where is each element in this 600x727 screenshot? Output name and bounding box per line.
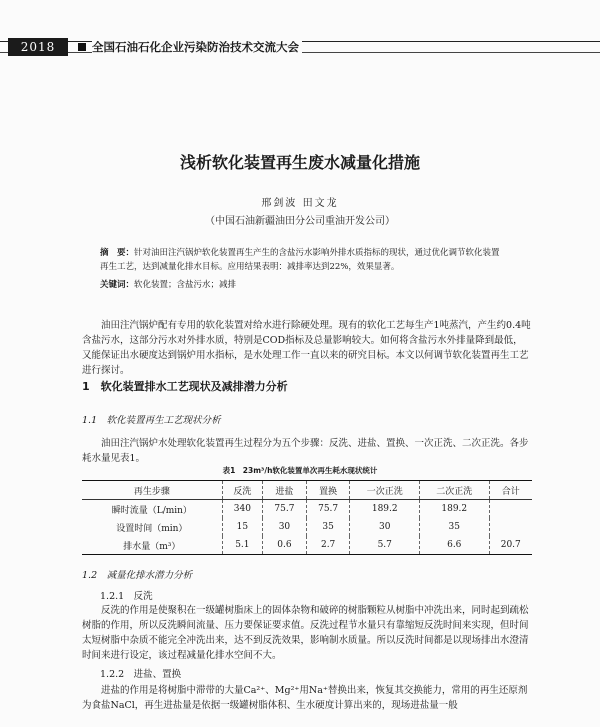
table-cell: 瞬时流量（L/min） — [82, 500, 222, 519]
table-row — [82, 518, 532, 536]
table-cell: 设置时间（min） — [82, 518, 222, 536]
table-header-cell: 一次正洗 — [350, 481, 420, 500]
abstract-label: 摘 要： — [100, 248, 135, 258]
table-header-cell: 合计 — [501, 486, 520, 497]
table-cell: 35 — [306, 518, 350, 536]
table-cell: 排水量（m³） — [82, 536, 222, 555]
paper-authors: 邢剑波 田文龙 — [261, 198, 339, 209]
table-row — [82, 536, 532, 555]
running-header — [0, 38, 600, 56]
section-heading-1: 1 软化装置排水工艺现状及减排潜力分析 — [82, 380, 288, 393]
keywords — [100, 278, 500, 292]
table-cell: 30 — [263, 518, 307, 536]
table-header-row — [82, 481, 532, 500]
table-header-cell: 反洗 — [222, 481, 262, 500]
table-cell: 30 — [350, 518, 420, 536]
table-cell: 35 — [420, 518, 490, 536]
table-cell: 6.6 — [420, 536, 490, 555]
keywords-label: 关键词： — [100, 280, 135, 290]
table-cell: 75.7 — [263, 500, 307, 519]
header-conference: 全国石油石化企业污染防治技术交流大会 — [92, 39, 302, 55]
table-cell: 189.2 — [420, 500, 490, 519]
table-row — [82, 500, 532, 519]
paragraph-1-2-2: 进盐的作用是将树脂中滞带的大量Ca²⁺、Mg²⁺用Na⁺替换出来，恢复其交换能力，常用的再生还原剂为食盐NaCl，再生进盐量是依据一级罐树脂体积、生水硬度计算出来的，现场进盐量一般 — [82, 685, 528, 711]
table-header-cell: 进盐 — [263, 481, 307, 500]
table-header-cell: 再生步骤 — [82, 481, 222, 500]
table-header-cell: 置换 — [306, 481, 350, 500]
intro-paragraph: 油田注汽锅炉配有专用的软化装置对给水进行除硬处理。现有的软化工艺每生产1吨蒸汽，产生约0.4吨含盐污水，这部分污水对外排水质，特别是COD指标及总量影响较大。如何将含盐污水外排量降到最低，又能保证出水硬度达到锅炉用水指标，是水处理工作一直以来的研究目标。本文以何调节软化装置再生工艺进行探讨。 — [82, 320, 531, 376]
table-cell: 15 — [222, 518, 262, 536]
table-cell: 20.7 — [500, 540, 521, 550]
table-cell: 5.7 — [350, 536, 420, 555]
table-cell: 340 — [222, 500, 262, 519]
subsubsection-heading-1-2-2: 1.2.2 进盐、置换 — [100, 669, 182, 680]
paper-affiliation: （中国石油新疆油田分公司重油开发公司） — [205, 216, 395, 227]
abstract — [100, 246, 500, 274]
table-cell: 5.1 — [222, 536, 262, 555]
square-bullet-icon — [78, 43, 86, 51]
paragraph-1-1: 油田注汽锅炉水处理软化装置再生过程分为五个步骤：反洗、进盐、置换、一次正洗、二次正洗。各步耗水量见表1。 — [82, 438, 529, 464]
table-cell — [489, 518, 532, 536]
paper-title: 浅析软化装置再生废水减量化措施 — [179, 153, 420, 172]
table-header-cell: 二次正洗 — [420, 481, 490, 500]
water-consumption-table — [82, 480, 532, 555]
subsection-heading-1-2: 1.2 减量化排水潜力分析 — [82, 570, 193, 581]
table-cell: 0.6 — [263, 536, 307, 555]
subsubsection-heading-1-2-1: 1.2.1 反洗 — [100, 591, 153, 602]
table-cell — [489, 500, 532, 519]
subsection-heading-1-1: 1.1 软化装置再生工艺现状分析 — [82, 415, 221, 426]
table-cell: 189.2 — [350, 500, 420, 519]
table-caption: 表1 23m³/h软化装置单次再生耗水现状统计 — [222, 466, 378, 475]
abstract-text: 针对油田注汽锅炉软化装置再生产生的含盐污水影响外排水质指标的现状，通过优化调节软化装置再生工艺，达到减量化排水目标。应用结果表明：减排率达到22%，效果显著。 — [100, 248, 500, 272]
paragraph-1-2-1: 反洗的作用是使聚积在一级罐树脂床上的固体杂物和破碎的树脂颗粒从树脂中冲洗出来，同时起到疏松树脂的作用，所以反洗瞬间流量、压力要保证要求值。反洗过程节水量只有靠缩短反洗时间来实现，但时间太短树脂中杂质不能完全冲洗出来，达不到反洗效果，影响制水质量。所以反洗时间都是以现场排出水澄清时间来进行设定，该过程减量化排水空间不大。 — [82, 605, 529, 661]
header-year: 2018 — [8, 38, 68, 56]
keywords-text: 软化装置；含盐污水；减排 — [134, 280, 237, 290]
table-cell: 2.7 — [306, 536, 350, 555]
table-cell: 75.7 — [306, 500, 350, 519]
